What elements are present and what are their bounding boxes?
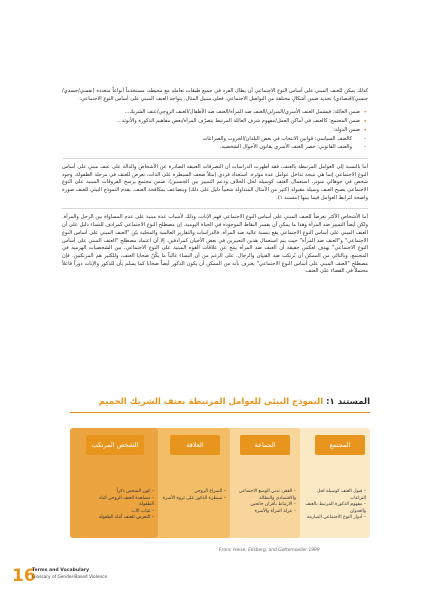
list-item: – الصراع الزوجي	[162, 489, 226, 496]
society-factors	[302, 489, 366, 522]
relationship-factors	[162, 489, 226, 502]
list-item: – الفقر، تدني الوضع الاجتماعي والاقتصادي والبطالة	[232, 489, 296, 502]
list-item: – مشاهدة العنف الزوجي أثناء الطفولة	[84, 496, 154, 509]
tab-society: المجتمع	[315, 435, 365, 455]
figure-title: النموذج البيئي للعوامل المرتبطة بعنف الشريك الحميم	[98, 397, 324, 407]
victims-paragraph: أما الأشخاص الأكثر تعرضاً للعنف المبني على أساس النوع الاجتماعي فهم الإناث، وذلك لأسباب عدة مبنية على عدم المساواة بين الرجل والمرأة. ولكن أيضاً التمييز ضد المرأة وهذا ما يمكن أن يفسر النقاط الموجودة في الحياة اليومية. إن مصطلح النوع الاجتماعي كمرادف للنساء دليل على أن العنف المبني على أساس النوع الاجتماعي يقع بنسبة عالية ضد المرأة. فالدراسات والتقارير العالمية والمحلية بيّن "العنف المبني على أساس النوع الاجتماعي" و"العنف ضد المرأة" حيث يتم استعمال هذين التعبيرين في بعض الأحيان كمرادفين. إلا أن اعتماد مصطلح "العنف المبني على أساس النوع الاجتماعي" يهدف لعكس حقيقة أن العنف ضد المرأة ينتج عن علاقات القوة المبنية على النوع الاجتماعي، بين الشخصيات الهرمية في المجتمع، وبالتالي من الممكن أن يُرتكب ضد الفتيان والرجال. على الرغم من أن النساء غالباً ما يكُنّ ضحايا العنف، وللكثير هم المرتكبين. فإن مصطلح "العنف المبني على أساس النوع الاجتماعي" يعترف بأنه من الممكن أن يكون الذكور أيضاً ضحايا كما يسلم بأن للذكور والإناث دوراً فاعلاً محتملاً في القضاء على العنف.	[62, 214, 368, 275]
figure-source: From: Heise, Ellsberg, and Gottemoeller 1999	[219, 548, 320, 553]
list-item: – غياب الأب	[84, 509, 154, 516]
list-item: – عزلة المرأة والأسرة	[232, 509, 296, 516]
body-text	[62, 88, 368, 282]
violence-levels-list	[62, 109, 368, 152]
list-item-community: • ضمن المجتمع: كالعنف في أماكن العمل/مفهوم شرف العائلة المرتبط بتصرّف المرأة/بعض مفاهيم الذكورة والأنوثة...	[62, 118, 360, 126]
list-item-state: • ضمن الدولة:	[62, 127, 360, 135]
figure-heading	[70, 397, 370, 407]
tab-individual: الشخص المرتكب	[86, 435, 144, 455]
tab-relationship: العلاقة	[170, 435, 220, 455]
list-item: – مفهوم الذكورة المرتبط بالعنف والعدوان	[302, 502, 366, 515]
figure-label: المستند ١:	[326, 397, 370, 407]
figure-rule	[70, 412, 370, 413]
individual-factors	[84, 489, 154, 522]
community-factors	[232, 489, 296, 515]
list-item-political: - كالعنف السياسي: قوانين الانتخاب في بعض البلدان/الحروب والصراعات	[62, 136, 360, 144]
footer-title: Terms and Vocabulary	[32, 568, 90, 573]
tab-community: الجماعة	[240, 435, 290, 455]
list-item: – كون الشخص ذكراً	[84, 489, 154, 496]
list-item: – سيطرة الذكور على ثروة الأسرة	[162, 496, 226, 503]
list-item: – التعرض للعنف أثناء الطفولة	[84, 515, 154, 522]
factors-paragraph: أما بالنسبة إلى العوامل المرتبطة بالعنف، فقد أظهرت الدراسات أن التصرفات العنيفة الصادرة عن الأشخاص والدالة على عنف مبني على أساس النوع الاجتماعي إنما هي نتيجة تداخل عوامل عدة مؤثرة. استعداد فردي (مثلاً ضعف السيطرة على الذات، تعرض للعنف في مرحلة الطفولة، وجود شخص في جوهالي متوتر، استعمال العنف كوسيلة لحل الخلاف ودعم التمييز بين الجنسين). ضمن مجتمع يرسخ الفروقات المبنية على النوع الاجتماعي يصبح العنف وسيلة مقبولة (كثير من الأمثال المتداولة شعبياً دليل على ذلك) ويتضاعف بمكافحة العنف. يقدم النموذج البيئي للعنف صورة واضحة لترابط العوامل فيما بينها (مستند ١).	[62, 163, 368, 201]
list-item-legal: - والعنف القانوني: حصر العنف الأسري بقانون الأحوال الشخصية.	[62, 144, 360, 152]
divider	[62, 208, 368, 209]
page-number: 16	[12, 566, 36, 586]
intro-paragraph: كذلك يمكن للعنف المبني على أساس النوع الاجتماعي أن يطال الفرد في جميع طبقات تعاملهِ مع محيطه، مستخدماً أنواعاً متعددة (نفسي/جسدي/جنسي/اقتصادي) تحديد ضمن أشكالٍ مختلفة من التواصل الاجتماعي، فعلى سبيل المثال، يتواجد العنف المبني على أساس النوع الاجتماعي:	[62, 88, 368, 102]
list-item: – أدوار النوع الاجتماعي الصارمة	[302, 515, 366, 522]
list-item-family: • ضمن العائلة: فيشمل العنف الأسري/المنزلي/العنف ضد المرأة/العنف ضد الأطفال/العنف الزوجي/عنف الشريك...	[62, 109, 360, 117]
list-item: – قبول العنف كوسيلة لحل النزاعات	[302, 489, 366, 502]
list-item: – الارتباط بأقران جانحين	[232, 502, 296, 509]
divider	[62, 158, 368, 159]
footer-subtitle: Glossary of Gender-Based Violence	[32, 575, 108, 580]
